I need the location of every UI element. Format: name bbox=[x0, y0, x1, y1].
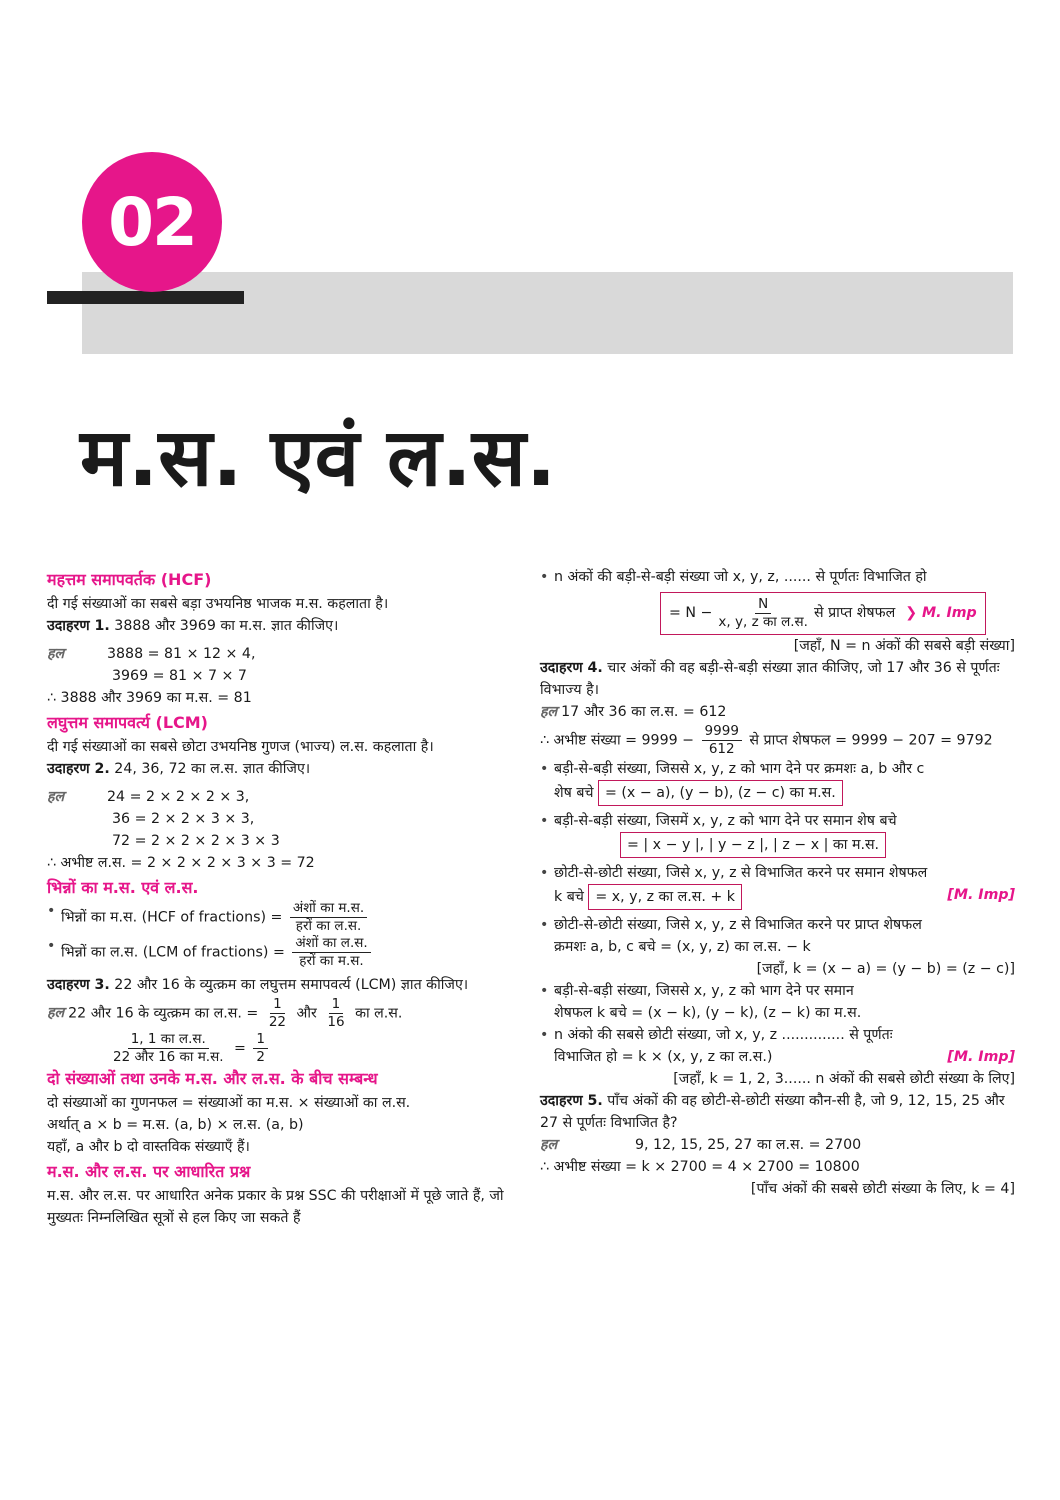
solution-label: हल bbox=[47, 645, 65, 662]
solution-label: हल bbox=[47, 788, 65, 805]
fraction-hcf-formula: • भिन्नों का म.स. (HCF of fractions) = $\frac{\text{अंशों का म.स.}}{\text{हरों का ल.स.}}$ bbox=[47, 900, 507, 935]
questions-heading: म.स. और ल.स. पर आधारित प्रश्न bbox=[47, 1162, 251, 1182]
rule-4-formula: k बचे = x, y, z का ल.स. + k [M. Imp] bbox=[540, 884, 1015, 910]
important-marker: [M. Imp] bbox=[947, 886, 1015, 903]
example-2-result: ∴ अभीष्ट ल.स. = 2 × 2 × 2 × 3 × 3 = 72 bbox=[47, 854, 315, 871]
hcf-heading: महत्तम समापवर्तक (HCF) bbox=[47, 570, 212, 589]
rule-3: • बड़ी-से-बड़ी संख्या, जिसमें x, y, z को भाग देने पर समान शेष बचे bbox=[540, 810, 1015, 832]
rule-1-formula: = N − $\frac{N}{\text{x, y, z का ल.स.}}$ से प्राप्त शेषफल ❯ M. Imp bbox=[540, 592, 1015, 635]
example-5-label: उदाहरण 5. bbox=[540, 1092, 603, 1109]
example-1 bbox=[47, 615, 507, 637]
chapter-banner bbox=[82, 272, 1013, 354]
right-column bbox=[540, 566, 1015, 1200]
rule-3-formula: = | x − y |, | y − z |, | z − x | का म.स. bbox=[540, 832, 1015, 858]
important-marker: [M. Imp] bbox=[947, 1048, 1015, 1065]
rule-2: • बड़ी-से-बड़ी संख्या, जिससे x, y, z को भाग देने पर क्रमशः a, b और c bbox=[540, 758, 1015, 780]
relation-line-1: दो संख्याओं का गुणनफल = संख्याओं का म.स. × संख्याओं का ल.स. bbox=[47, 1095, 411, 1112]
example-3-text: 22 और 16 के व्युत्क्रम का लघुत्तम समापवर्त्य (LCM) ज्ञात कीजिए। bbox=[114, 976, 469, 993]
rule-6-line-2: शेषफल k बचे = (x − k), (y − k), (z − k) का म.स. bbox=[554, 1004, 862, 1021]
example-3-step-2: $\frac{\text{1, 1 का ल.स.}}{\text{22 और 16 का म.स.}}$ = $\frac{1}{2}$ bbox=[47, 1031, 507, 1066]
rule-5-line-2: क्रमशः a, b, c बचे = (x, y, z) का ल.स. − k bbox=[554, 938, 811, 955]
questions-text: म.स. और ल.स. पर आधारित अनेक प्रकार के प्रश्न SSC की परीक्षाओं में पूछे जाते हैं, जो मुख्यतः निम्नलिखित सूत्रों से हल किए जा सकते हैं bbox=[47, 1187, 504, 1226]
important-marker: ❯ M. Imp bbox=[905, 605, 977, 622]
relation-line-3: यहाँ, a और b दो वास्तविक संख्याएँ हैं। bbox=[47, 1139, 250, 1156]
example-2-step-1: 24 = 2 × 2 × 2 × 3, bbox=[107, 788, 250, 805]
relation-heading: दो संख्याओं तथा उनके म.स. और ल.स. के बीच सम्बन्ध bbox=[47, 1069, 378, 1089]
chapter-number: 02 bbox=[108, 183, 196, 261]
example-3-step-1: हल 22 और 16 के व्युत्क्रम का ल.स. = $\frac{1}{22}$ और $\frac{1}{16}$ का ल.स. bbox=[47, 995, 403, 1030]
left-column bbox=[47, 566, 507, 1229]
rule-5: • छोटी-से-छोटी संख्या, जिसे x, y, z से विभाजित करने पर प्राप्त शेषफल bbox=[540, 914, 1015, 936]
lcm-heading: लघुत्तम समापवर्त्य (LCM) bbox=[47, 712, 208, 732]
example-2-text: 24, 36, 72 का ल.स. ज्ञात कीजिए। bbox=[114, 760, 311, 777]
example-1-step-2: 3969 = 81 × 7 × 7 bbox=[112, 667, 247, 684]
rule-7-line-2: विभाजित हो = k × (x, y, z का ल.स.) [M. Imp] bbox=[540, 1046, 1015, 1068]
example-1-text: 3888 और 3969 का म.स. ज्ञात कीजिए। bbox=[114, 617, 339, 634]
rule-7: • n अंको की सबसे छोटी संख्या, जो x, y, z .............. से पूर्णतः bbox=[540, 1024, 1015, 1046]
fraction-heading: भिन्नों का म.स. एवं ल.स. bbox=[47, 877, 199, 897]
solution-label: हल bbox=[540, 703, 558, 720]
hcf-definition: दी गई संख्याओं का सबसे बड़ा उभयनिष्ठ भाजक म.स. कहलाता है। bbox=[47, 595, 389, 612]
rule-6: • बड़ी-से-बड़ी संख्या, जिससे x, y, z को भाग देने पर समान bbox=[540, 980, 1015, 1002]
chapter-number-badge bbox=[82, 152, 222, 292]
example-5-text: पाँच अंकों की वह छोटी-से-छोटी संख्या कौन-सी है, जो 9, 12, 15, 25 और 27 से पूर्णतः विभाजित है? bbox=[540, 1092, 1005, 1131]
example-5-step-1: 9, 12, 15, 25, 27 का ल.स. = 2700 bbox=[635, 1136, 862, 1153]
example-1-step-1: 3888 = 81 × 12 × 4, bbox=[107, 645, 256, 662]
example-4-label: उदाहरण 4. bbox=[540, 659, 603, 676]
example-5-step-2: ∴ अभीष्ट संख्या = k × 2700 = 4 × 2700 = 10800 bbox=[540, 1158, 860, 1175]
example-3-label: उदाहरण 3. bbox=[47, 976, 110, 993]
example-4-step-1: 17 और 36 का ल.स. = 612 bbox=[561, 703, 727, 720]
example-2-step-3: 72 = 2 × 2 × 2 × 3 × 3 bbox=[112, 832, 280, 849]
chapter-title: म.स. एवं ल.स. bbox=[80, 411, 557, 504]
rule-1: • n अंकों की बड़ी-से-बड़ी संख्या जो x, y, z, ...... से पूर्णतः विभाजित हो bbox=[540, 566, 1015, 588]
example-2-step-2: 36 = 2 × 2 × 3 × 3, bbox=[112, 810, 255, 827]
example-2-label: उदाहरण 2. bbox=[47, 760, 110, 777]
example-4-text: चार अंकों की वह बड़ी-से-बड़ी संख्या ज्ञात कीजिए, जो 17 और 36 से पूर्णतः विभाज्य है। bbox=[540, 659, 1000, 698]
fraction-lcm-formula: • भिन्नों का ल.स. (LCM of fractions) = $\frac{\text{अंशों का ल.स.}}{\text{हरों का म.स.}}$ bbox=[47, 935, 507, 970]
rule-4: • छोटी-से-छोटी संख्या, जिसे x, y, z से विभाजित करने पर समान शेषफल bbox=[540, 862, 1015, 884]
example-4-step-2: ∴ अभीष्ट संख्या = 9999 − $\frac{9999}{612}$ से प्राप्त शेषफल = 9999 − 207 = 9792 bbox=[540, 722, 993, 757]
rule-5-note: [जहाँ, k = (x − a) = (y − b) = (z − c)] bbox=[756, 960, 1015, 977]
example-1-result: ∴ 3888 और 3969 का म.स. = 81 bbox=[47, 689, 252, 706]
rule-2-formula: शेष बचे = (x − a), (y − b), (z − c) का म.स. bbox=[540, 780, 1015, 806]
relation-line-2: अर्थात् a × b = म.स. (a, b) × ल.स. (a, b) bbox=[47, 1117, 304, 1134]
lcm-definition: दी गई संख्याओं का सबसे छोटा उभयनिष्ठ गुणज (भाज्य) ल.स. कहलाता है। bbox=[47, 738, 434, 755]
chapter-banner-rule bbox=[47, 291, 244, 304]
solution-label: हल bbox=[540, 1136, 558, 1153]
rule-1-note: [जहाँ, N = n अंकों की सबसे बड़ी संख्या] bbox=[793, 637, 1015, 654]
example-5-note: [पाँच अंकों की सबसे छोटी संख्या के लिए, k = 4] bbox=[750, 1180, 1015, 1197]
rule-7-note: [जहाँ, k = 1, 2, 3...... n अंकों की सबसे छोटी संख्या के लिए] bbox=[673, 1070, 1015, 1087]
example-1-label: उदाहरण 1. bbox=[47, 617, 110, 634]
